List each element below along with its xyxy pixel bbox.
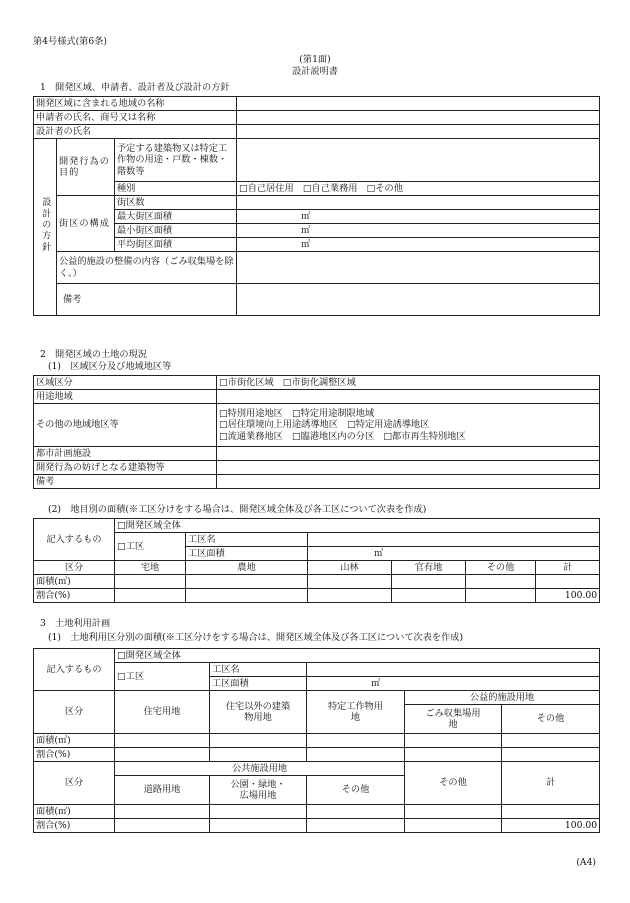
column-header: 宅地 <box>115 561 186 575</box>
block-item-label: 平均街区面積 <box>115 238 237 252</box>
column-header: 官有地 <box>392 561 466 575</box>
block-item-label: 最大街区面積 <box>115 210 237 224</box>
table-row <box>34 575 600 589</box>
table-row <box>34 139 600 182</box>
designer-name-field[interactable] <box>237 125 600 139</box>
remarks-field[interactable] <box>217 475 600 489</box>
table-cell[interactable] <box>392 575 466 589</box>
table-row <box>34 97 600 111</box>
table-row <box>34 663 600 677</box>
obstacle-field[interactable] <box>217 461 600 475</box>
table-cell[interactable] <box>115 805 210 819</box>
work-area-size-field[interactable]: ㎡ <box>307 677 600 691</box>
ratio-row-label: 割合(%) <box>34 589 115 603</box>
work-area-size-label: 工区面積 <box>186 547 308 561</box>
paper-size: (A4) <box>576 857 596 868</box>
work-area-size-field[interactable]: ㎡ <box>308 547 600 561</box>
column-header: その他 <box>502 705 600 734</box>
applicant-name-field[interactable] <box>237 111 600 125</box>
section-1-heading: 1 開発区域、申請者、設計者及び設計の方針 <box>40 82 230 93</box>
land-category-table <box>33 518 600 603</box>
column-header: 住宅以外の建築物用地 <box>210 691 307 734</box>
ratio-row-label: 割合(%) <box>34 748 115 762</box>
block-item-label: 最小街区面積 <box>115 224 237 238</box>
table-row <box>34 589 600 603</box>
area-row-label: 面積(㎡) <box>34 734 115 748</box>
section-2-heading: 2 開発区域の土地の現況 <box>40 349 147 360</box>
table-cell[interactable] <box>210 805 307 819</box>
land-use-table <box>33 648 600 833</box>
use-area-label: 用途地域 <box>34 390 217 404</box>
table-cell[interactable] <box>307 748 405 762</box>
section-2-sub-1: (1) 区域区分及び地域地区等 <box>48 361 172 372</box>
table-row <box>34 649 600 663</box>
row-label: 設計者の氏名 <box>34 125 237 139</box>
table-cell[interactable] <box>210 819 307 833</box>
table-row <box>34 461 600 475</box>
division-label: 区分 <box>34 691 115 734</box>
city-facility-label: 都市計画施設 <box>34 447 217 461</box>
other-area-options[interactable]: □特別用途地区 □特定用途制限地域 □居住環境向上用途誘導地区 □特定用途誘導地区 □流通業務地区 □臨港地区内の分区 □都市再生特別地区 <box>217 404 600 447</box>
section-3-heading: 3 土地利用計画 <box>40 618 111 629</box>
entry-label: 記入するもの <box>34 519 115 561</box>
table-cell[interactable] <box>307 734 405 748</box>
column-header: 山林 <box>308 561 392 575</box>
table-row <box>34 734 600 748</box>
zoning-table <box>33 375 600 489</box>
min-block-area-field[interactable]: ㎡ <box>237 224 600 238</box>
city-facility-field[interactable] <box>217 447 600 461</box>
remarks-field[interactable] <box>237 284 600 316</box>
avg-block-area-field[interactable]: ㎡ <box>237 238 600 252</box>
table-cell[interactable] <box>115 748 210 762</box>
table-cell[interactable] <box>405 734 502 748</box>
whole-area-checkbox[interactable]: □開発区域全体 <box>115 649 600 663</box>
table-row <box>34 404 600 447</box>
work-area-checkbox[interactable]: □工区 <box>115 533 186 561</box>
table-cell[interactable] <box>186 575 308 589</box>
column-header: その他 <box>466 561 536 575</box>
form-number: 第4号様式(第6条) <box>33 36 107 47</box>
table-row <box>34 475 600 489</box>
column-header: 公益的施設用地 <box>405 691 600 705</box>
table-row <box>34 238 600 252</box>
purpose-description: 予定する建築物又は特定工作物の用途・戸数・棟数・階数等 <box>115 139 237 182</box>
division-label: 区分 <box>34 762 115 805</box>
table-cell[interactable] <box>392 589 466 603</box>
table-row <box>34 805 600 819</box>
zone-options[interactable]: □市街化区域 □市街化調整区域 <box>217 376 600 390</box>
max-block-area-field[interactable]: ㎡ <box>237 210 600 224</box>
table-row <box>34 252 600 284</box>
column-header: 計 <box>536 561 600 575</box>
public-facility-label: 公益的施設の整備の内容（ごみ収集場を除く。） <box>57 252 237 284</box>
column-header: 住宅用地 <box>115 691 210 734</box>
block-item-label: 街区数 <box>115 196 237 210</box>
section-3-sub-1: (1) 土地利用区分別の面積(※工区分けをする場合は、開発区域全体及び各工区について次表を作成) <box>48 632 464 643</box>
table-row <box>34 762 600 776</box>
purpose-label: 開発行為の目的 <box>57 139 115 196</box>
row-label: 申請者の氏名、商号又は名称 <box>34 111 237 125</box>
public-facility-field[interactable] <box>237 252 600 284</box>
division-label: 区分 <box>34 561 115 575</box>
entry-label: 記入するもの <box>34 649 115 691</box>
whole-area-checkbox[interactable]: □開発区域全体 <box>115 519 600 533</box>
table-row <box>34 111 600 125</box>
document-title: 設計説明書 <box>292 66 338 77</box>
table-cell[interactable] <box>210 748 307 762</box>
table-row <box>34 819 600 833</box>
column-header: 公園・緑地・広場用地 <box>210 776 307 805</box>
table-row <box>34 182 600 196</box>
work-area-name-label: 工区名 <box>186 533 308 547</box>
page-label: (第1面) <box>299 54 331 65</box>
table-row <box>34 284 600 316</box>
use-area-field[interactable] <box>217 390 600 404</box>
table-row <box>34 691 600 705</box>
purpose-field[interactable] <box>237 139 600 182</box>
work-area-name-field[interactable] <box>308 533 600 547</box>
table-cell[interactable] <box>308 575 392 589</box>
ratio-row-label: 割合(%) <box>34 819 115 833</box>
table-cell[interactable] <box>308 589 392 603</box>
column-header: 計 <box>502 762 600 805</box>
table-cell[interactable] <box>502 805 600 819</box>
work-area-size-label: 工区面積 <box>210 677 307 691</box>
design-policy-label: 設計の方針 <box>34 139 57 316</box>
table-cell[interactable] <box>115 819 210 833</box>
table-row <box>34 561 600 575</box>
table-cell[interactable] <box>210 734 307 748</box>
block-label: 街区の構成 <box>57 196 115 252</box>
table-cell[interactable] <box>115 589 186 603</box>
column-header: その他 <box>307 776 405 805</box>
section-2-sub-2: (2) 地目別の面積(※工区分けをする場合は、開発区域全体及び各工区について次表を作成) <box>48 504 427 515</box>
block-count-field[interactable] <box>237 196 600 210</box>
table-cell[interactable] <box>307 819 405 833</box>
table-cell[interactable] <box>502 734 600 748</box>
column-header: 特定工作物用地 <box>307 691 405 734</box>
table-row <box>34 196 600 210</box>
area-row-label: 面積(㎡) <box>34 575 115 589</box>
table-cell[interactable] <box>466 575 536 589</box>
kind-label: 種別 <box>115 182 237 196</box>
table-cell[interactable] <box>405 819 502 833</box>
ratio-total: 100.00 <box>536 589 600 603</box>
table-cell[interactable] <box>115 734 210 748</box>
table-row <box>34 748 600 762</box>
zone-label: 区域区分 <box>34 376 217 390</box>
obstacle-label: 開発行為の妨げとなる建築物等 <box>34 461 217 475</box>
other-area-label: その他の地域地区等 <box>34 404 217 447</box>
table-row <box>34 210 600 224</box>
column-header: 道路用地 <box>115 776 210 805</box>
area-name-field[interactable] <box>237 97 600 111</box>
table-cell[interactable] <box>307 805 405 819</box>
table-cell[interactable] <box>186 589 308 603</box>
work-area-checkbox[interactable]: □工区 <box>115 663 210 691</box>
ratio-total: 100.00 <box>502 819 600 833</box>
table-cell[interactable] <box>536 575 600 589</box>
column-header: ごみ収集場用地 <box>405 705 502 734</box>
table-row <box>34 533 600 547</box>
table-cell[interactable] <box>405 805 502 819</box>
table-cell[interactable] <box>502 748 600 762</box>
work-area-name-field[interactable] <box>307 663 600 677</box>
table-row <box>34 224 600 238</box>
remarks-label: 備考 <box>57 284 237 316</box>
table-row <box>34 447 600 461</box>
work-area-name-label: 工区名 <box>210 663 307 677</box>
kind-options[interactable]: □自己居住用 □自己業務用 □その他 <box>237 182 600 196</box>
table-cell[interactable] <box>405 748 502 762</box>
column-header: 農地 <box>186 561 308 575</box>
row-label: 開発区域に含まれる地域の名称 <box>34 97 237 111</box>
column-header: その他 <box>405 762 502 805</box>
column-header: 公共施設用地 <box>115 762 405 776</box>
table-row <box>34 125 600 139</box>
remarks-label: 備考 <box>34 475 217 489</box>
table-cell[interactable] <box>115 575 186 589</box>
table-row <box>34 376 600 390</box>
table-row <box>34 390 600 404</box>
table-cell[interactable] <box>466 589 536 603</box>
section-1-table <box>33 96 600 316</box>
table-row <box>34 519 600 533</box>
area-row-label: 面積(㎡) <box>34 805 115 819</box>
